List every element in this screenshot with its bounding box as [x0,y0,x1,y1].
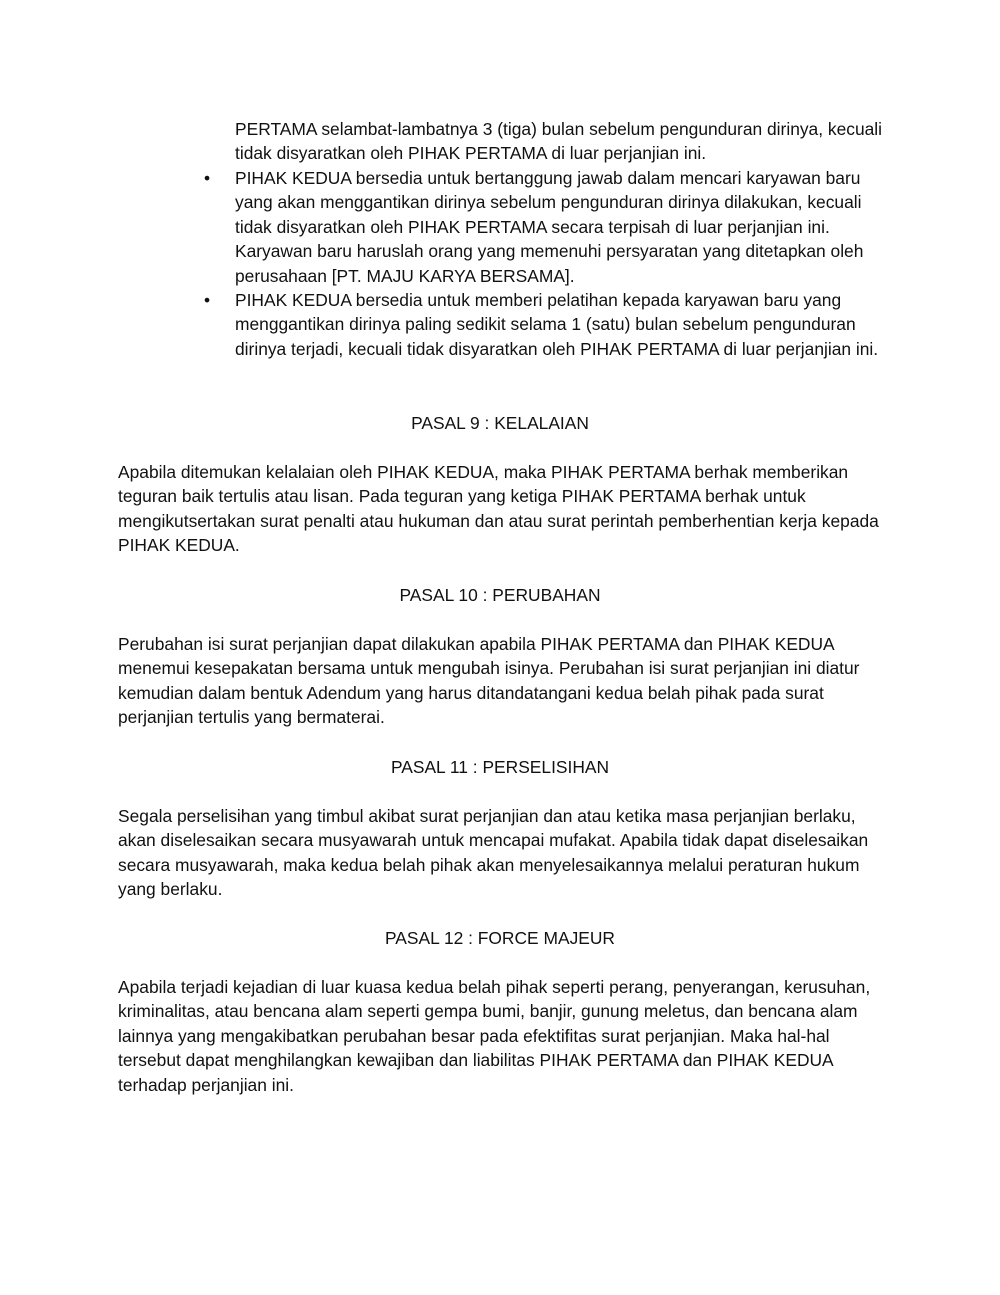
bullet-list [0,166,1000,361]
section-body-pasal-12: Apabila terjadi kejadian di luar kuasa kedua belah pihak seperti perang, penyerangan, kerusuhan, kriminalitas, atau bencana alam seperti gempa bumi, banjir, gunung meletus, dan bencana alam lainnya yang mengakibatkan perubahan besar pada efektifitas surat perjanjian. Maka hal-hal tersebut dapat menghilangkan kewajiban dan liabilitas PIHAK PERTAMA dan PIHAK KEDUA terhadap perjanjian ini. [118,977,871,1095]
bullet-marker: • [204,290,211,311]
continued-list-item [235,117,895,166]
section-body-pasal-9: Apabila ditemukan kelalaian oleh PIHAK KEDUA, maka PIHAK PERTAMA berhak memberikan teguran baik tertulis atau lisan. Pada teguran yang ketiga PIHAK PERTAMA berhak untuk mengikutsertakan surat penalti atau hukuman dan atau surat perintah pemberhentian kerja kepada PIHAK KEDUA. [118,462,879,556]
continued-list-item-text: PERTAMA selambat-lambatnya 3 (tiga) bulan sebelum pengunduran dirinya, kecuali tidak disyaratkan oleh PIHAK PERTAMA di luar perjanjian ini. [235,119,883,164]
list-item-text: PIHAK KEDUA bersedia untuk bertanggung jawab dalam mencari karyawan baru yang akan menggantikan dirinya sebelum pengunduran dirinya dilakukan, kecuali tidak disyaratkan oleh PIHAK PERTAMA secara terpisah di luar perjanjian ini. Karyawan baru haruslah orang yang memenuhi persyaratan yang ditetapkan oleh perusahaan [PT. MAJU KARYA BERSAMA]. [235,168,864,286]
section-heading-pasal-11: PASAL 11 : PERSELISIHAN [390,757,610,777]
list-item [0,288,895,361]
section-heading-pasal-12: PASAL 12 : FORCE MAJEUR [384,928,615,948]
section-heading-pasal-9: PASAL 9 : KELALAIAN [411,413,589,433]
section-body-pasal-10: Perubahan isi surat perjanjian dapat dilakukan apabila PIHAK PERTAMA dan PIHAK KEDUA menemui kesepakatan bersama untuk mengubah isinya. Perubahan isi surat perjanjian ini diatur kemudian dalam bentuk Adendum yang harus ditandatangani kedua belah pihak pada surat perjanjian tertulis yang bermaterai. [118,634,860,728]
list-item-text: PIHAK KEDUA bersedia untuk memberi pelatihan kepada karyawan baru yang menggantikan dirinya paling sedikit selama 1 (satu) bulan sebelum pengunduran dirinya terjadi, kecuali tidak disyaratkan oleh PIHAK PERTAMA di luar perjanjian ini. [235,290,879,359]
section-body-pasal-11: Segala perselisihan yang timbul akibat surat perjanjian dan atau ketika masa perjanjian berlaku, akan diselesaikan secara musyawarah untuk mencapai mufakat. Apabila tidak dapat diselesaikan secara musyawarah, maka kedua belah pihak akan menyelesaikannya melalui peraturan hukum yang berlaku. [118,806,869,900]
section-heading-pasal-10: PASAL 10 : PERUBAHAN [399,585,601,605]
list-item [0,166,895,288]
bullet-marker: • [204,168,211,188]
